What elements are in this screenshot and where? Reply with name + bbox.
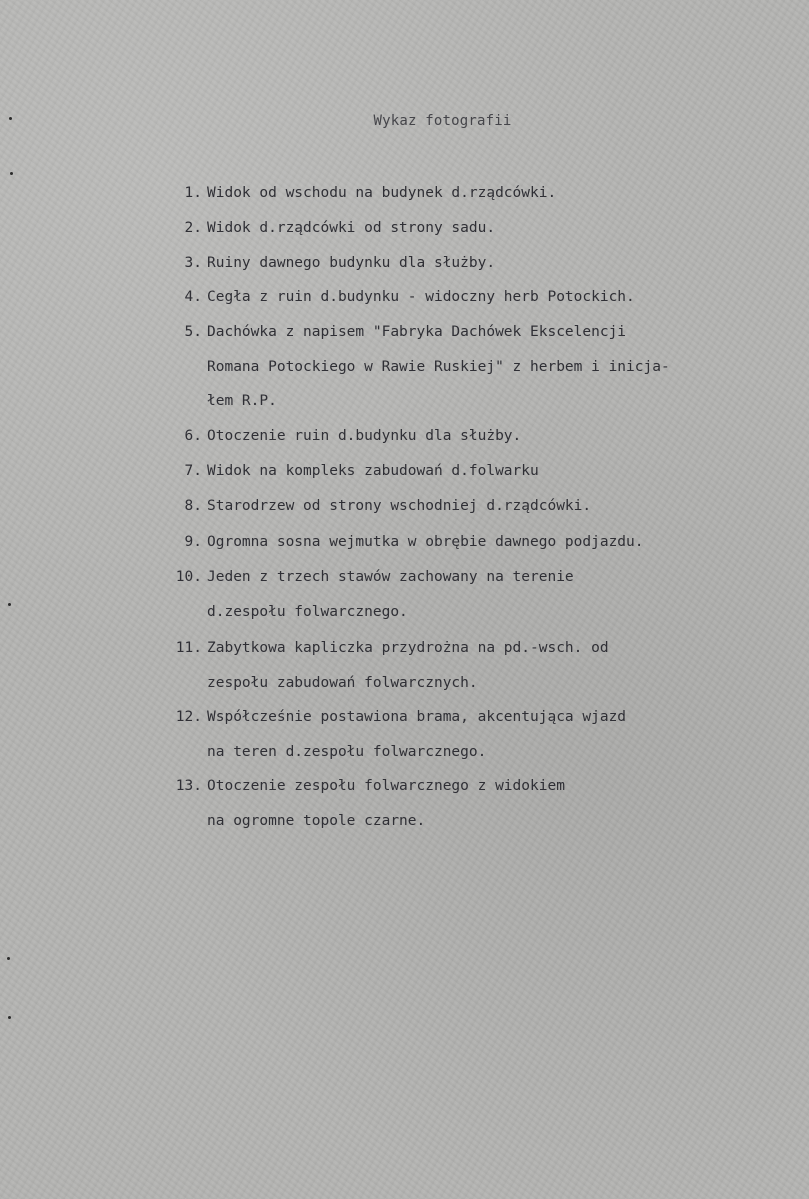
item-number: 1. [184, 185, 202, 201]
item-text: Ruiny dawnego budynku dla służby. [207, 255, 496, 271]
item-number: 11. [175, 640, 202, 656]
margin-dot [7, 957, 10, 960]
item-text: Widok na kompleks zabudowań d.folwarku [207, 463, 539, 479]
item-text: Jeden z trzech stawów zachowany na terenie d.zespołu folwarcznego. [207, 569, 574, 620]
item-number: 10. [175, 569, 202, 585]
margin-dot [8, 603, 11, 606]
item-text: Otoczenie ruin d.budynku dla służby. [207, 428, 522, 444]
item-number: 4. [184, 289, 202, 305]
item-number: 7. [184, 463, 202, 479]
item-number: 9. [184, 534, 202, 550]
item-number: 2. [184, 220, 202, 236]
document-title: Wykaz fotografii [373, 113, 512, 129]
margin-dot [8, 1016, 11, 1019]
item-text: Cegła z ruin d.budynku - widoczny herb Potockich. [207, 289, 635, 305]
item-number: 5. [184, 324, 202, 340]
item-text: Widok d.rządcówki od strony sadu. [207, 220, 496, 236]
item-text: Widok od wschodu na budynek d.rządcówki. [207, 185, 557, 201]
margin-dot [10, 172, 13, 175]
item-number: 6. [184, 428, 202, 444]
item-text: Współcześnie postawiona brama, akcentująca wjazd na teren d.zespołu folwarcznego. [207, 709, 627, 760]
item-number: 13. [175, 778, 202, 794]
item-number: 12. [175, 709, 202, 725]
item-text: Ogromna sosna wejmutka w obrębie dawnego podjazdu. [207, 534, 644, 550]
item-number: 8. [184, 498, 202, 514]
item-text: Starodrzew od strony wschodniej d.rządcówki. [207, 498, 592, 514]
item-text: Otoczenie zespołu folwarcznego z widokiem na ogromne topole czarne. [207, 778, 565, 829]
item-text: Zabytkowa kapliczka przydrożna na pd.-wsch. od zespołu zabudowań folwarcznych. [207, 640, 609, 691]
item-text: Dachówka z napisem "Fabryka Dachówek Ekscelencji Romana Potockiego w Rawie Ruskiej" z herbem i inicja- łem R.P. [207, 324, 670, 409]
item-number: 3. [184, 255, 202, 271]
